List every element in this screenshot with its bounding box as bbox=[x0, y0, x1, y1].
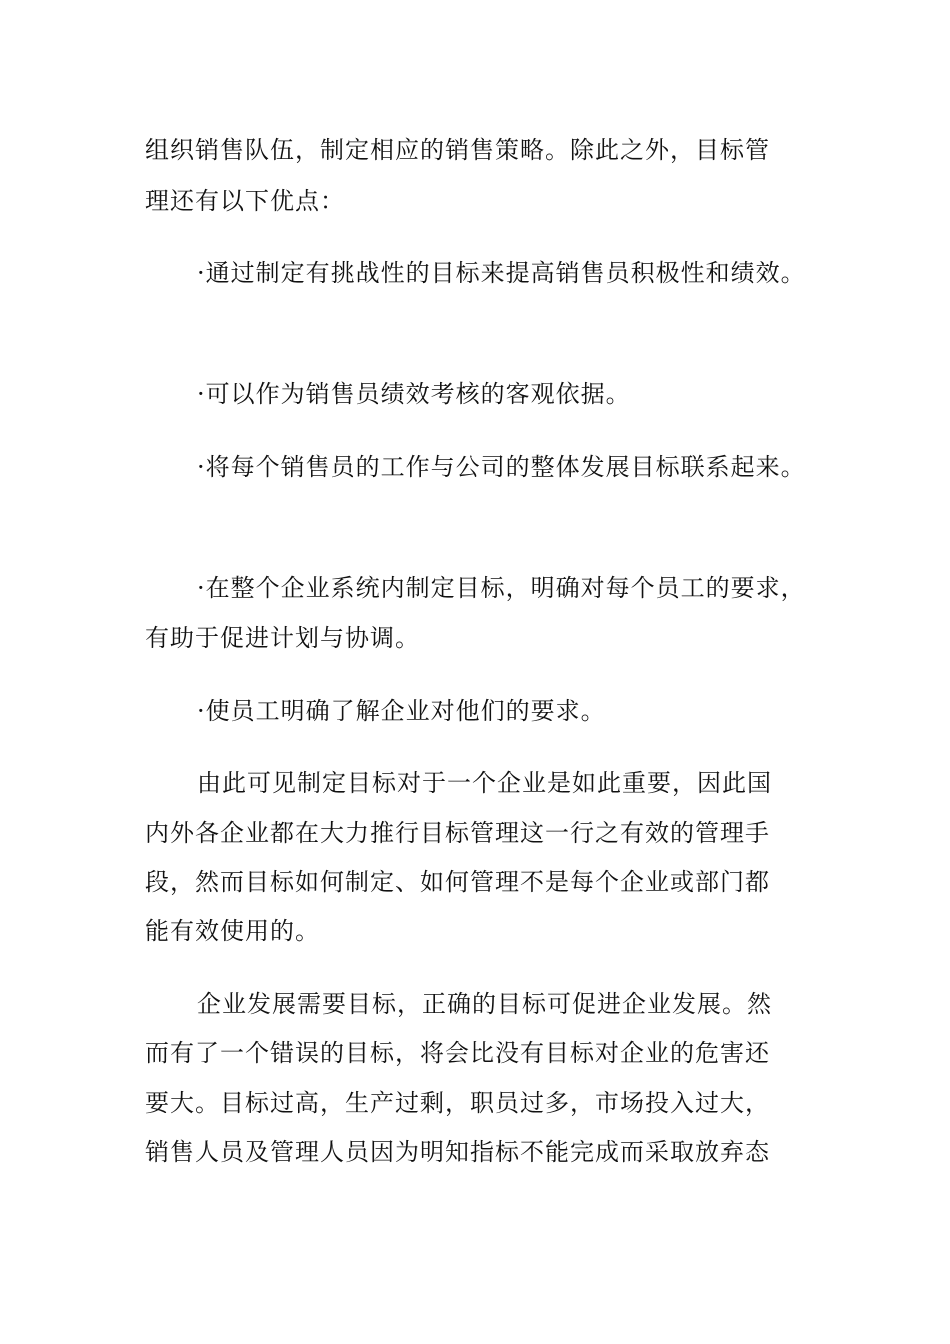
paragraph-2-line-2: 内外各企业都在大力推行目标管理这一行之有效的管理手 bbox=[145, 819, 770, 847]
paragraph-2-line-4: 能有效使用的。 bbox=[145, 917, 320, 945]
bullet-item-4-line-1: ·在整个企业系统内制定目标，明确对每个员工的要求， bbox=[197, 574, 806, 602]
paragraph-2-line-3: 段，然而目标如何制定、如何管理不是每个企业或部门都 bbox=[145, 868, 770, 896]
paragraph-3-line-1: 企业发展需要目标，正确的目标可促进企业发展。然 bbox=[197, 990, 772, 1018]
bullet-item-1: ·通过制定有挑战性的目标来提高销售员积极性和绩效。 bbox=[197, 259, 806, 287]
paragraph-2-line-1: 由此可见制定目标对于一个企业是如此重要，因此国 bbox=[197, 769, 772, 797]
paragraph-3-line-3: 要大。目标过高，生产过剩，职员过多，市场投入过大， bbox=[145, 1089, 770, 1117]
bullet-item-4-line-2: 有助于促进计划与协调。 bbox=[145, 624, 420, 652]
bullet-item-3: ·将每个销售员的工作与公司的整体发展目标联系起来。 bbox=[197, 453, 806, 481]
intro-line-2: 理还有以下优点： bbox=[145, 187, 345, 215]
bullet-item-5: ·使员工明确了解企业对他们的要求。 bbox=[197, 697, 606, 725]
intro-line-1: 组织销售队伍，制定相应的销售策略。除此之外，目标管 bbox=[145, 136, 770, 164]
bullet-item-2: ·可以作为销售员绩效考核的客观依据。 bbox=[197, 380, 631, 408]
paragraph-3-line-4: 销售人员及管理人员因为明知指标不能完成而采取放弃态 bbox=[145, 1138, 770, 1166]
paragraph-3-line-2: 而有了一个错误的目标，将会比没有目标对企业的危害还 bbox=[145, 1039, 770, 1067]
